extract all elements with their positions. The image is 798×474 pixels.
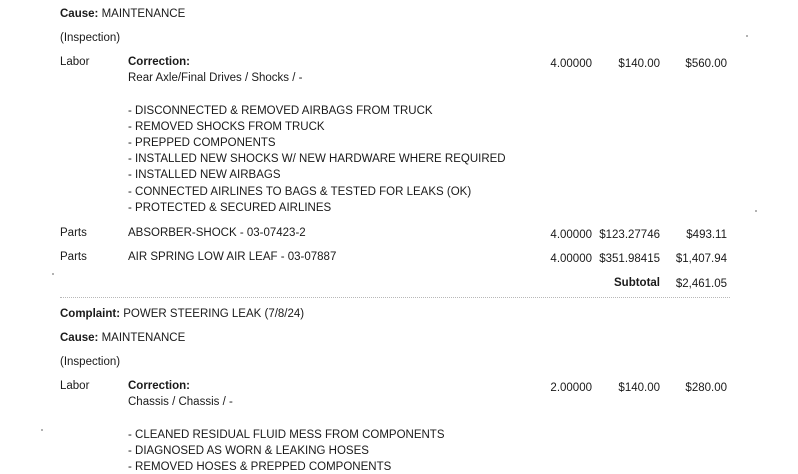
step-item: - REMOVED HOSES & PREPPED COMPONENTS	[128, 461, 392, 473]
scan-speck	[41, 429, 43, 431]
cause-value: MAINTENANCE	[101, 332, 186, 344]
parts-type: Parts	[60, 227, 87, 239]
step-item: - INSTALLED NEW SHOCKS W/ NEW HARDWARE WHERE REQUIRED	[128, 153, 506, 165]
cause-label: Cause:	[60, 8, 99, 20]
correction-path-1: Rear Axle/Final Drives / Shocks / -	[128, 72, 303, 84]
labor-type-1: Labor	[60, 56, 90, 68]
step-item: - PREPPED COMPONENTS	[128, 137, 276, 149]
cause-line-1	[60, 7, 185, 21]
complaint-label: Complaint:	[60, 308, 121, 320]
parts-type: Parts	[60, 251, 87, 263]
parts-qty: 4.00000	[550, 229, 592, 241]
complaint-value: POWER STEERING LEAK (7/8/24)	[123, 308, 305, 320]
correction-heading-2: Correction:	[128, 380, 190, 392]
inspection-label-2: (Inspection)	[60, 356, 121, 368]
labor-rate-2: $140.00	[618, 382, 660, 394]
step-item: - CONNECTED AIRLINES TO BAGS & TESTED FOR LEAKS (OK)	[128, 186, 472, 198]
labor-type-2: Labor	[60, 380, 90, 392]
parts-amount: $1,407.94	[675, 253, 727, 265]
parts-qty: 4.00000	[550, 253, 592, 265]
cause-value: MAINTENANCE	[101, 8, 186, 20]
cause-label: Cause:	[60, 332, 99, 344]
correction-path-2: Chassis / Chassis / -	[128, 396, 233, 408]
parts-description: ABSORBER-SHOCK - 03-07423-2	[128, 227, 306, 239]
step-item: - REMOVED SHOCKS FROM TRUCK	[128, 121, 325, 133]
parts-amount: $493.11	[686, 229, 727, 241]
labor-amount-2: $280.00	[685, 382, 727, 394]
correction-heading-1: Correction:	[128, 56, 190, 68]
parts-rate: $123.27746	[599, 229, 660, 241]
step-item: - INSTALLED NEW AIRBAGS	[128, 169, 281, 181]
scan-speck	[755, 210, 757, 212]
step-item: - PROTECTED & SECURED AIRLINES	[128, 202, 332, 214]
scan-speck	[52, 273, 54, 275]
inspection-label-1: (Inspection)	[60, 32, 121, 44]
cause-line-2	[60, 331, 185, 345]
labor-rate-1: $140.00	[618, 58, 660, 70]
labor-qty-1: 4.00000	[550, 58, 592, 70]
step-item: - DIAGNOSED AS WORN & LEAKING HOSES	[128, 445, 369, 457]
section-divider	[60, 297, 730, 298]
parts-rate: $351.98415	[599, 253, 660, 265]
step-item: - DISCONNECTED & REMOVED AIRBAGS FROM TRUCK	[128, 105, 433, 117]
subtotal-value: $2,461.05	[675, 278, 727, 290]
subtotal-label: Subtotal	[614, 277, 660, 289]
complaint-line	[60, 307, 304, 321]
labor-amount-1: $560.00	[685, 58, 727, 70]
parts-description: AIR SPRING LOW AIR LEAF - 03-07887	[128, 251, 337, 263]
labor-qty-2: 2.00000	[550, 382, 592, 394]
step-item: - CLEANED RESIDUAL FLUID MESS FROM COMPONENTS	[128, 429, 445, 441]
scan-speck	[746, 35, 748, 37]
